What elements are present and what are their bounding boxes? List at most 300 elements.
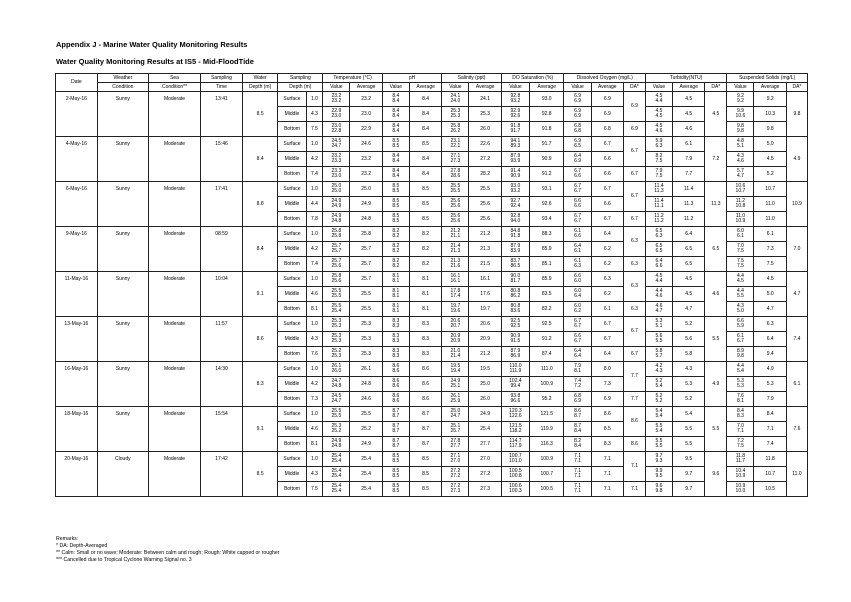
do-saturation-values: [501, 227, 529, 242]
table-row: [56, 422, 808, 437]
sampling-level-cell: Middle: [278, 422, 306, 437]
dissolved-oxygen-values-reading: 6.1: [574, 248, 582, 254]
sea-condition-cell: [148, 107, 200, 122]
dissolved-oxygen-values-reading: 6.7: [574, 218, 582, 224]
temperature-values-reading: 25.5: [331, 302, 342, 309]
salinity-values-reading: 25.5: [450, 182, 461, 189]
turbidity-values: [645, 272, 672, 287]
sampling-time-cell: [201, 197, 243, 212]
dissolved-oxygen-average: 8.3: [591, 437, 623, 452]
do-saturation-values-reading: 92.6: [510, 113, 521, 119]
temperature-values-reading: 25.5: [331, 407, 342, 414]
sampling-depth-cell: 1.0: [306, 92, 323, 107]
suspended-solids-values-reading: 5.1: [736, 143, 744, 149]
suspended-solids-values: [727, 392, 754, 407]
temperature-values-reading: 26.0: [331, 368, 342, 374]
date-cell: [56, 437, 98, 452]
table-header: [56, 74, 808, 92]
salinity-values: [442, 362, 469, 377]
suspended-solids-average: 7.5: [754, 257, 786, 272]
dissolved-oxygen-average: 6.2: [591, 257, 623, 272]
sampling-time-cell: [201, 437, 243, 452]
do-saturation-values-reading: 93.2: [510, 98, 521, 104]
table-row: [56, 137, 808, 152]
temperature-values-reading: 25.4: [331, 473, 342, 479]
dissolved-oxygen-average: 6.7: [591, 317, 623, 332]
temperature-average: 25.7: [350, 242, 382, 257]
ph-values-reading: 8.4: [392, 122, 400, 129]
dissolved-oxygen-values-reading: 6.8: [574, 122, 582, 129]
dissolved-oxygen-values-reading: 7.1: [574, 467, 582, 474]
table-row: [56, 467, 808, 482]
do-saturation-values-reading: 86.2: [510, 293, 521, 299]
salinity-values-reading: 24.0: [450, 98, 461, 104]
suspended-solids-values: [727, 92, 754, 107]
dissolved-oxygen-values: [564, 137, 591, 152]
salinity-values: [442, 482, 469, 497]
salinity-average: 21.3: [469, 242, 501, 257]
header-dissolved-oxygen: Dissolved Oxygen (mg/L): [564, 74, 645, 83]
do-saturation-values-reading: 93.2: [510, 188, 521, 194]
temperature-values-reading: 24.7: [331, 398, 342, 404]
temperature-values: [323, 347, 350, 362]
do-saturation-average: 91.2: [530, 167, 564, 182]
suspended-solids-values-reading: 6.1: [736, 233, 744, 239]
temperature-values-reading: 23.3: [331, 158, 342, 164]
turbidity-values: [645, 347, 672, 362]
sampling-level-cell: Middle: [278, 197, 306, 212]
suspended-solids-average: 6.4: [754, 332, 786, 347]
date-cell: [56, 287, 98, 302]
suspended-solids-values-reading: 9.9: [736, 107, 744, 114]
dissolved-oxygen-da: 6.7: [623, 167, 645, 182]
ph-values-reading: 8.7: [392, 407, 400, 414]
turbidity-values-reading: 5.5: [655, 338, 663, 344]
sampling-depth-cell: 4.3: [306, 332, 323, 347]
temperature-values-reading: 25.7: [331, 248, 342, 254]
dissolved-oxygen-da: 7.1: [623, 452, 645, 482]
temperature-values-reading: 25.6: [331, 278, 342, 284]
dissolved-oxygen-values-reading: 6.7: [574, 188, 582, 194]
dissolved-oxygen-values-reading: 7.9: [574, 362, 582, 369]
salinity-values: [442, 227, 469, 242]
dissolved-oxygen-da: 7.7: [623, 392, 645, 407]
suspended-solids-values-reading: 9.8: [736, 122, 744, 129]
ph-values-reading: 8.4: [392, 113, 400, 119]
sampling-time-cell: [201, 422, 243, 437]
do-saturation-values-reading: 118.2: [509, 428, 522, 434]
do-saturation-average: 92.6: [530, 197, 564, 212]
dissolved-oxygen-values-reading: 6.0: [574, 302, 582, 309]
dissolved-oxygen-average: 6.1: [591, 302, 623, 317]
temperature-values: [323, 167, 350, 182]
ph-values-reading: 8.3: [392, 347, 400, 354]
dissolved-oxygen-values-reading: 8.2: [574, 437, 582, 444]
turbidity-values: [645, 452, 672, 467]
suspended-solids-da: 7.4: [786, 317, 807, 362]
suspended-solids-values: [727, 347, 754, 362]
ph-values-reading: 8.5: [392, 467, 400, 474]
dissolved-oxygen-values-reading: 6.7: [574, 212, 582, 219]
sampling-level-cell: Bottom: [278, 437, 306, 452]
suspended-solids-values-reading: 11.8: [735, 452, 746, 459]
weather-cell: [97, 437, 148, 452]
do-saturation-values: [501, 347, 529, 362]
temperature-values-reading: 25.4: [331, 482, 342, 489]
date-cell: 16-May-16: [56, 362, 98, 377]
salinity-average: 27.0: [469, 452, 501, 467]
do-saturation-values-reading: 92.4: [510, 203, 521, 209]
do-saturation-average: 85.9: [530, 272, 564, 287]
turbidity-average: 4.5: [673, 107, 705, 122]
dissolved-oxygen-da: 6.3: [623, 227, 645, 257]
sampling-time-cell: 15:46: [201, 137, 243, 152]
do-saturation-values-reading: 100.5: [509, 467, 522, 474]
sampling-level-cell: Surface: [278, 92, 306, 107]
salinity-values: [442, 242, 469, 257]
suspended-solids-average: 6.3: [754, 317, 786, 332]
do-saturation-values: [501, 392, 529, 407]
salinity-values: [442, 392, 469, 407]
header-weather: Weather: [97, 74, 148, 83]
dissolved-oxygen-values: [564, 317, 591, 332]
sea-condition-cell: Moderate: [148, 317, 200, 332]
turbidity-average: 11.2: [673, 212, 705, 227]
header-sampling-time-2: Time: [201, 83, 243, 92]
header-salinity: Salinity (ppt): [442, 74, 502, 83]
suspended-solids-da: 10.9: [786, 182, 807, 227]
dissolved-oxygen-values: [564, 437, 591, 452]
turbidity-values-reading: 9.3: [655, 458, 663, 464]
suspended-solids-values: [727, 332, 754, 347]
temperature-values-reading: 24.9: [331, 197, 342, 204]
dissolved-oxygen-average: 7.3: [591, 377, 623, 392]
dissolved-oxygen-values-reading: 8.7: [574, 413, 582, 419]
ph-values-reading: 8.6: [392, 377, 400, 384]
temperature-average: 24.6: [350, 137, 382, 152]
turbidity-average: 9.5: [673, 452, 705, 467]
dissolved-oxygen-average: 7.1: [591, 452, 623, 467]
turbidity-values-reading: 4.3: [655, 368, 663, 374]
date-cell: [56, 422, 98, 437]
table-row: [56, 482, 808, 497]
date-cell: 2-May-16: [56, 92, 98, 107]
do-saturation-values: [501, 197, 529, 212]
suspended-solids-values-reading: 5.3: [736, 377, 744, 384]
salinity-values-reading: 21.6: [450, 263, 461, 269]
salinity-average: 25.4: [469, 422, 501, 437]
dissolved-oxygen-values-reading: 6.9: [574, 92, 582, 99]
sea-condition-cell: [148, 377, 200, 392]
salinity-values-reading: 23.1: [450, 137, 461, 144]
table-row: [56, 272, 808, 287]
do-saturation-average: 88.3: [530, 227, 564, 242]
dissolved-oxygen-da: 6.7: [623, 347, 645, 362]
salinity-values-reading: 24.7: [450, 413, 461, 419]
turbidity-da: 6.5: [705, 227, 727, 272]
water-quality-table: [55, 73, 808, 497]
temperature-average: 25.7: [350, 257, 382, 272]
ph-average: 8.1: [409, 302, 441, 317]
header-suspended-solids: Suspended Solids (mg/L): [727, 74, 808, 83]
suspended-solids-average: 7.9: [754, 392, 786, 407]
ph-values-reading: 8.6: [392, 392, 400, 399]
dissolved-oxygen-values-reading: 6.0: [574, 278, 582, 284]
dissolved-oxygen-average: 6.3: [591, 272, 623, 287]
sampling-level-cell: Surface: [278, 182, 306, 197]
temperature-values: [323, 242, 350, 257]
sampling-depth-cell: 4.6: [306, 287, 323, 302]
table-row: [56, 437, 808, 452]
turbidity-values: [645, 377, 672, 392]
sampling-depth-cell: 4.6: [306, 422, 323, 437]
salinity-values: [442, 377, 469, 392]
ph-average: 8.7: [409, 407, 441, 422]
dissolved-oxygen-values-reading: 6.4: [574, 353, 582, 359]
dissolved-oxygen-average: 8.0: [591, 362, 623, 377]
ph-values: [382, 377, 409, 392]
do-saturation-values-reading: 93.8: [510, 392, 521, 399]
sampling-level-cell: Middle: [278, 332, 306, 347]
suspended-solids-values-reading: 10.6: [735, 113, 746, 119]
turbidity-values-reading: 9.5: [655, 473, 663, 479]
dissolved-oxygen-values: [564, 392, 591, 407]
turbidity-values: [645, 332, 672, 347]
suspended-solids-values-reading: 7.6: [736, 392, 744, 399]
salinity-values-reading: 27.7: [450, 443, 461, 449]
dissolved-oxygen-average: 6.7: [591, 332, 623, 347]
do-saturation-values: [501, 317, 529, 332]
header-do-saturation-value: Value: [501, 83, 529, 92]
ph-values: [382, 362, 409, 377]
temperature-values-reading: 25.3: [331, 317, 342, 324]
do-saturation-values: [501, 107, 529, 122]
table-row: [56, 407, 808, 422]
temperature-values-reading: 24.8: [331, 383, 342, 389]
suspended-solids-average: 4.7: [754, 302, 786, 317]
salinity-average: 19.7: [469, 302, 501, 317]
ph-values: [382, 107, 409, 122]
temperature-values-reading: 25.3: [331, 422, 342, 429]
sampling-level-cell: Middle: [278, 107, 306, 122]
dissolved-oxygen-average: 6.6: [591, 167, 623, 182]
salinity-values-reading: 25.8: [450, 122, 461, 129]
table-row: [56, 392, 808, 407]
ph-values-reading: 8.1: [392, 278, 400, 284]
turbidity-values-reading: 6.5: [655, 227, 663, 234]
ph-values: [382, 437, 409, 452]
sampling-time-cell: [201, 287, 243, 302]
suspended-solids-values: [727, 422, 754, 437]
ph-values-reading: 8.3: [392, 332, 400, 339]
salinity-average: 21.2: [469, 227, 501, 242]
sampling-level-cell: Surface: [278, 137, 306, 152]
suspended-solids-da: 11.0: [786, 452, 807, 497]
turbidity-values-reading: 5.5: [655, 437, 663, 444]
sampling-level-cell: Middle: [278, 152, 306, 167]
weather-cell: [97, 212, 148, 227]
suspended-solids-average: 4.5: [754, 272, 786, 287]
ph-values-reading: 8.3: [392, 317, 400, 324]
salinity-average: 16.1: [469, 272, 501, 287]
salinity-values-reading: 21.2: [450, 227, 461, 234]
ph-values-reading: 8.6: [392, 398, 400, 404]
dissolved-oxygen-da: 8.6: [623, 437, 645, 452]
do-saturation-average: 87.4: [530, 347, 564, 362]
do-saturation-values-reading: 87.9: [510, 152, 521, 159]
sea-condition-cell: [148, 242, 200, 257]
do-saturation-values-reading: 100.6: [509, 482, 522, 489]
salinity-average: 22.6: [469, 137, 501, 152]
salinity-average: 25.6: [469, 212, 501, 227]
table-row: [56, 167, 808, 182]
suspended-solids-average: 10.7: [754, 467, 786, 482]
salinity-average: 19.5: [469, 362, 501, 377]
suspended-solids-values: [727, 467, 754, 482]
turbidity-average: 7.9: [673, 152, 705, 167]
dissolved-oxygen-values-reading: 7.1: [574, 488, 582, 494]
ph-values: [382, 317, 409, 332]
sampling-time-cell: 15:54: [201, 407, 243, 422]
sampling-time-cell: [201, 242, 243, 257]
suspended-solids-average: 5.2: [754, 167, 786, 182]
temperature-values: [323, 317, 350, 332]
salinity-values-reading: 27.1: [450, 152, 461, 159]
weather-cell: [97, 347, 148, 362]
do-saturation-values-reading: 87.9: [510, 347, 521, 354]
temperature-values-reading: 24.9: [331, 203, 342, 209]
dissolved-oxygen-average: 6.4: [591, 227, 623, 242]
suspended-solids-average: 11.0: [754, 212, 786, 227]
suspended-solids-average: 5.0: [754, 137, 786, 152]
weather-cell: Sunny: [97, 227, 148, 242]
do-saturation-values-reading: 122.6: [509, 413, 522, 419]
ph-values-reading: 8.5: [392, 452, 400, 459]
dissolved-oxygen-da: 6.3: [623, 272, 645, 302]
sampling-level-cell: Bottom: [278, 122, 306, 137]
do-saturation-values-reading: 110.0: [509, 362, 522, 369]
salinity-values: [442, 152, 469, 167]
ph-values-reading: 8.3: [392, 353, 400, 359]
turbidity-values: [645, 317, 672, 332]
suspended-solids-average: 10.5: [754, 482, 786, 497]
turbidity-average: 11.3: [673, 197, 705, 212]
do-saturation-values: [501, 287, 529, 302]
do-saturation-values-reading: 92.5: [510, 317, 521, 324]
suspended-solids-values: [727, 152, 754, 167]
temperature-values-reading: 23.0: [331, 173, 342, 179]
sampling-level-cell: Surface: [278, 227, 306, 242]
sampling-level-cell: Bottom: [278, 257, 306, 272]
turbidity-values-reading: 4.6: [655, 128, 663, 134]
sampling-depth-cell: 7.6: [306, 347, 323, 362]
temperature-values: [323, 227, 350, 242]
temperature-average: 25.3: [350, 317, 382, 332]
weather-cell: [97, 107, 148, 122]
turbidity-da: 4.9: [705, 362, 727, 407]
salinity-values-reading: 17.8: [450, 287, 461, 294]
temperature-values-reading: 24.8: [331, 443, 342, 449]
turbidity-average: 4.7: [673, 302, 705, 317]
salinity-values-reading: 26.1: [450, 392, 461, 399]
temperature-values-reading: 25.3: [331, 332, 342, 339]
suspended-solids-values: [727, 107, 754, 122]
header-sea-2: Condition**: [148, 83, 200, 92]
suspended-solids-values-reading: 6.0: [736, 227, 744, 234]
suspended-solids-average: 9.2: [754, 92, 786, 107]
sea-condition-cell: [148, 437, 200, 452]
suspended-solids-da: 7.0: [786, 227, 807, 272]
ph-values-reading: 8.5: [392, 137, 400, 144]
do-saturation-average: 100.7: [530, 467, 564, 482]
temperature-values: [323, 272, 350, 287]
temperature-average: 25.2: [350, 422, 382, 437]
turbidity-values-reading: 11.3: [654, 188, 664, 194]
dissolved-oxygen-values: [564, 362, 591, 377]
ph-values-reading: 8.4: [392, 128, 400, 134]
salinity-values-reading: 25.6: [450, 212, 461, 219]
turbidity-values: [645, 182, 672, 197]
do-saturation-values-reading: 94.0: [510, 218, 521, 224]
date-cell: 9-May-16: [56, 227, 98, 242]
salinity-average: 25.6: [469, 197, 501, 212]
salinity-values-reading: 20.9: [450, 332, 461, 339]
salinity-average: 27.2: [469, 467, 501, 482]
temperature-average: 25.3: [350, 332, 382, 347]
weather-cell: Sunny: [97, 182, 148, 197]
temperature-values: [323, 362, 350, 377]
dissolved-oxygen-da: 6.9: [623, 122, 645, 137]
suspended-solids-values-reading: 10.9: [735, 473, 746, 479]
sampling-depth-cell: 7.8: [306, 212, 323, 227]
ph-values: [382, 122, 409, 137]
dissolved-oxygen-average: 6.9: [591, 392, 623, 407]
sampling-level-cell: Bottom: [278, 212, 306, 227]
table-row: [56, 377, 808, 392]
sampling-depth-cell: 4.3: [306, 107, 323, 122]
sampling-depth-cell: 8.1: [306, 302, 323, 317]
ph-average: 8.4: [409, 152, 441, 167]
dissolved-oxygen-values-reading: 6.3: [574, 263, 582, 269]
dissolved-oxygen-values-reading: 6.7: [574, 317, 582, 324]
ph-average: 8.3: [409, 317, 441, 332]
salinity-values-reading: 27.8: [450, 437, 461, 444]
do-saturation-values: [501, 242, 529, 257]
salinity-values-reading: 24.1: [450, 92, 461, 99]
suspended-solids-values: [727, 362, 754, 377]
do-saturation-values: [501, 407, 529, 422]
salinity-values: [442, 182, 469, 197]
temperature-average: 23.2: [350, 152, 382, 167]
weather-cell: [97, 242, 148, 257]
dissolved-oxygen-values: [564, 407, 591, 422]
ph-values-reading: 8.5: [392, 188, 400, 194]
do-saturation-values-reading: 100.8: [509, 473, 522, 479]
dissolved-oxygen-values-reading: 6.9: [574, 113, 582, 119]
sampling-level-cell: Bottom: [278, 392, 306, 407]
temperature-values-reading: 25.8: [331, 233, 342, 239]
sea-condition-cell: [148, 212, 200, 227]
suspended-solids-values-reading: 5.4: [736, 368, 744, 374]
temperature-values: [323, 377, 350, 392]
turbidity-values: [645, 227, 672, 242]
temperature-average: 25.5: [350, 407, 382, 422]
sea-condition-cell: [148, 482, 200, 497]
sea-condition-cell: [148, 122, 200, 137]
header-ph-value: Value: [382, 83, 409, 92]
do-saturation-values: [501, 257, 529, 272]
salinity-average: 25.0: [469, 377, 501, 392]
